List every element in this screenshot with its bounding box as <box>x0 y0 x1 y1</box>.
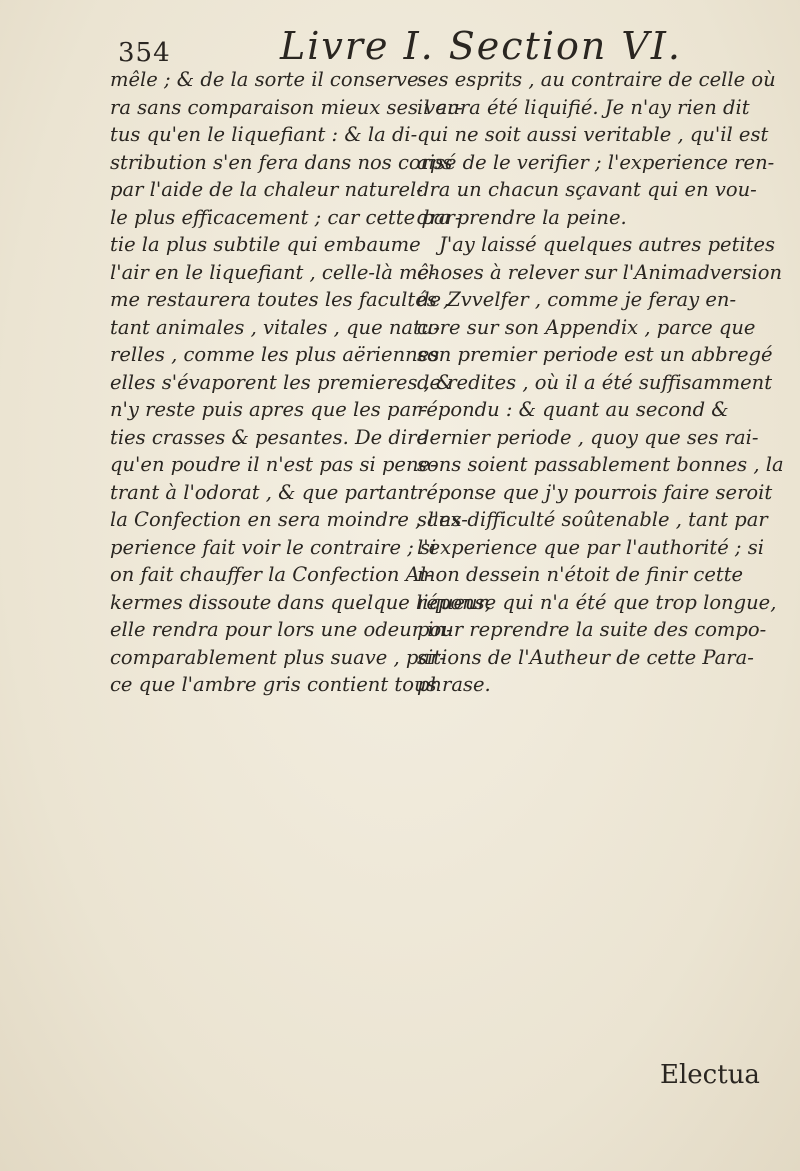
text-line: de redites , où il a été suffisamment <box>417 370 773 394</box>
text-line: son premier periode est un abbregé <box>417 343 773 366</box>
text-line: mon dessein n'étoit de finir cette <box>417 563 744 586</box>
text-line: stribution s'en fera dans nos corps <box>110 150 453 174</box>
catchword: Electua <box>660 1060 760 1090</box>
text-line: pour reprendre la suite des compo- <box>417 618 767 641</box>
text-line: sitions de l'Autheur de cette Para- <box>417 645 754 669</box>
text-line: me restaurera toutes les facultés , <box>110 288 450 311</box>
text-line: le plus efficacement ; car cette par- <box>110 205 462 229</box>
text-line: trant à l'odorat , & que partant <box>110 480 418 504</box>
text-line: sans difficulté soûtenable , tant par <box>417 508 768 531</box>
text-line: qu'en poudre il n'est pas si pene- <box>110 453 437 476</box>
text-line: aisé de le verifier ; l'experience ren- <box>417 150 775 174</box>
text-line: qui ne soit aussi veritable , qu'il est <box>417 123 769 146</box>
text-line: de Zvvelfer , comme je feray en- <box>417 288 737 311</box>
text-line: phrase. <box>417 673 491 696</box>
text-line: ce que l'ambre gris contient tous <box>110 673 437 696</box>
text-line: elle rendra pour lors une odeur in- <box>110 618 453 641</box>
text-line: tant animales , vitales , que natu- <box>110 315 441 339</box>
text-line: comparablement plus suave , par- <box>110 645 446 669</box>
text-line: mêle ; & de la sorte il conserve- <box>110 68 426 91</box>
page-header <box>0 18 800 68</box>
text-line: core sur son Appendix , parce que <box>417 315 756 339</box>
text-line: l'experience que par l'authorité ; si <box>417 535 764 559</box>
text-line: l'air en le liquefiant , celle-là mê- <box>110 260 436 284</box>
text-line: il aura été liquifié. Je n'ay rien dit <box>417 95 750 119</box>
text-line: kermes dissoute dans quelque liqueur, <box>110 590 491 614</box>
text-line: on fait chauffer la Confection Al- <box>110 563 433 586</box>
text-line: elles s'évaporent les premieres , & <box>110 370 454 394</box>
text-line: la Confection en sera moindre , l'ex- <box>110 508 468 531</box>
running-head: Livre I. Section VI. <box>280 24 682 68</box>
text-line: répondu : & quant au second & <box>417 398 729 421</box>
text-line: dra prendre la peine. <box>417 205 627 229</box>
text-line: choses à relever sur l'Animadversion <box>417 260 783 284</box>
text-line: perience fait voir le contraire ; si <box>110 535 437 559</box>
page-number: 354 <box>118 38 171 68</box>
text-line: réponse qui n'a été que trop longue, <box>417 590 777 614</box>
text-line: réponse que j'y pourrois faire seroit <box>417 480 773 504</box>
text-line: dra un chacun sçavant qui en vou- <box>417 178 757 201</box>
text-line: ses esprits , au contraire de celle où <box>417 68 776 91</box>
text-line: dernier periode , quoy que ses rai- <box>417 425 759 449</box>
right-column <box>417 66 784 699</box>
text-line: relles , comme les plus aëriennes <box>110 343 440 366</box>
text-line: tie la plus subtile qui embaume <box>110 233 421 256</box>
text-line: tus qu'en le liquefiant : & la di- <box>110 123 418 146</box>
text-line: J'ay laissé quelques autres petites <box>439 233 776 256</box>
text-line: n'y reste puis apres que les par- <box>110 398 428 421</box>
text-line: ra sans comparaison mieux ses ver- <box>110 95 463 119</box>
text-line: sons soient passablement bonnes , la <box>417 453 784 476</box>
text-line: par l'aide de la chaleur naturel- <box>110 178 423 201</box>
text-line: ties crasses & pesantes. De dire <box>110 425 428 449</box>
